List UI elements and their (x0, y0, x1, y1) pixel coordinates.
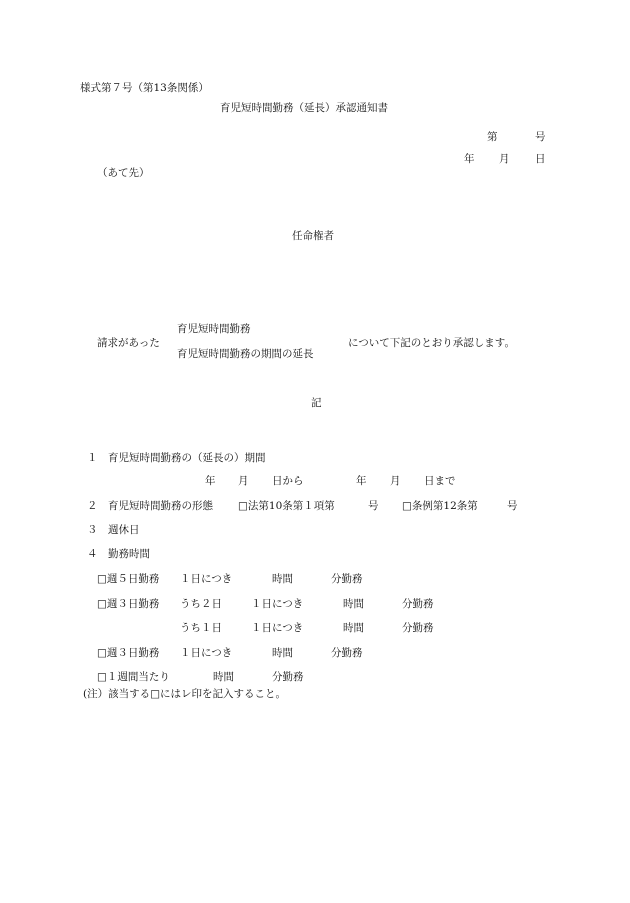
w3b-minutes: 分勤務 (402, 622, 434, 634)
doc-number-go: 号 (535, 131, 546, 143)
item2-go2: 号 (507, 500, 518, 512)
request-option-short-time: 育児短時間勤務 (177, 323, 251, 335)
item2-option-ordinance: □条例第12条第 (402, 500, 478, 512)
weekly-minutes: 分勤務 (272, 671, 304, 683)
w3b-sub: うち１日 (180, 622, 222, 634)
date-month: 月 (499, 153, 510, 165)
w3c-minutes: 分勤務 (331, 647, 363, 659)
w5-minutes: 分勤務 (331, 573, 363, 585)
item1-year2: 年 (356, 475, 367, 487)
w3b-hours: 時間 (343, 622, 364, 634)
form-number: 様式第７号（第13条関係） (80, 82, 209, 94)
item4-label: ４ 勤務時間 (87, 548, 150, 560)
w3a-hours: 時間 (343, 598, 364, 610)
item1-year1: 年 (205, 475, 216, 487)
item1-until: 日まで (424, 475, 456, 487)
request-suffix: について下記のとおり承認します。 (348, 337, 515, 349)
w5-label: □週５日勤務 (97, 573, 160, 585)
w3a-minutes: 分勤務 (402, 598, 434, 610)
item2-option-law: □法第10条第１項第 (238, 500, 335, 512)
addressee: （あて先） (97, 167, 150, 179)
date-year: 年 (464, 153, 475, 165)
w5-per-day: １日につき (180, 573, 233, 585)
w5-hours: 時間 (272, 573, 293, 585)
doc-number-dai: 第 (487, 131, 498, 143)
w3c-per-day: １日につき (180, 647, 233, 659)
w3b-per-day: １日につき (251, 622, 304, 634)
w3c-label: □週３日勤務 (97, 647, 160, 659)
w3a-per-day: １日につき (251, 598, 304, 610)
item1-month1: 月 (238, 475, 249, 487)
item2-label: ２ 育児短時間勤務の形態 (87, 500, 213, 512)
weekly-hours: 時間 (213, 671, 234, 683)
document-title: 育児短時間勤務（延長）承認通知書 (220, 102, 388, 114)
appointer: 任命権者 (292, 230, 334, 242)
item3-label: ３ 週休日 (87, 524, 140, 536)
weekly-label: □１週間当たり (97, 671, 170, 683)
item1-label: １ 育児短時間勤務の（延長の）期間 (87, 452, 266, 464)
w3a-sub: うち２日 (180, 598, 222, 610)
item1-from: 日から (272, 475, 304, 487)
date-day: 日 (535, 153, 546, 165)
item1-month2: 月 (390, 475, 401, 487)
w3c-hours: 時間 (272, 647, 293, 659)
request-prefix: 請求があった (97, 337, 160, 349)
ki-heading: 記 (311, 397, 322, 409)
footnote: (注）該当する□にはレ印を記入すること。 (83, 688, 287, 700)
w3a-label: □週３日勤務 (97, 598, 160, 610)
item2-go1: 号 (368, 500, 379, 512)
request-option-extension: 育児短時間勤務の期間の延長 (177, 348, 314, 360)
